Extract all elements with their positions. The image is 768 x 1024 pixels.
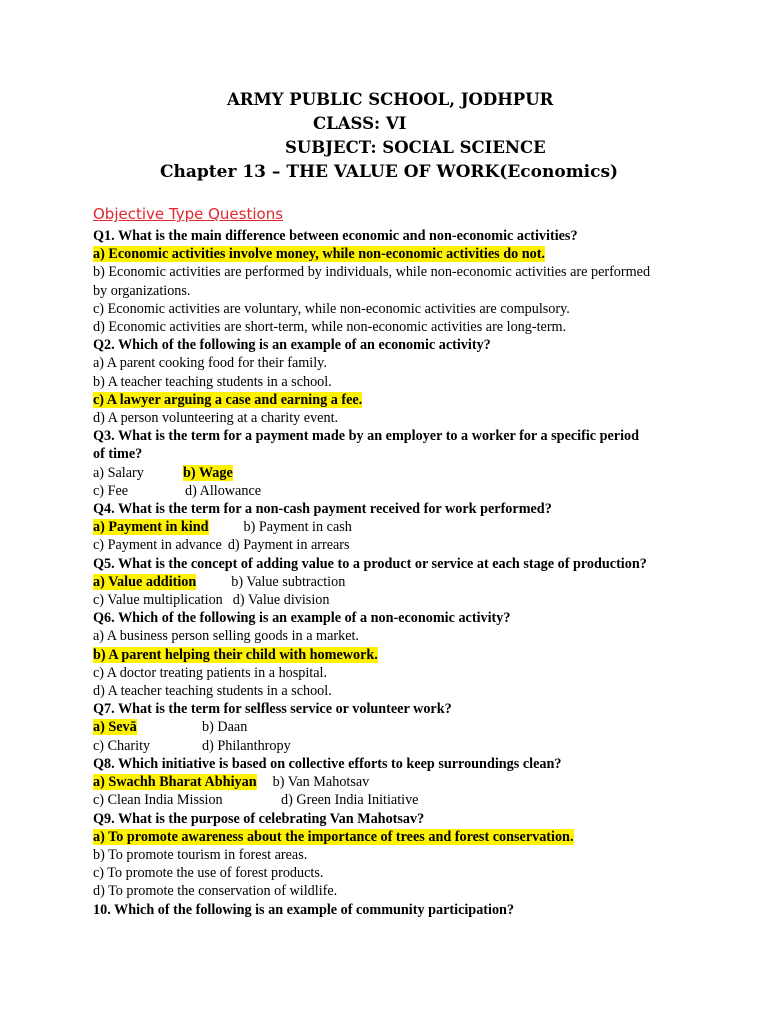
q3-option-a: a) Salary xyxy=(93,464,144,481)
document-header xyxy=(0,88,768,184)
question-list xyxy=(93,203,653,919)
q5-option-a-answer: a) Value addition xyxy=(93,573,197,590)
q1-option-a-answer: a) Economic activities involve money, while non-economic activities do not. xyxy=(93,246,545,263)
q2-option-b: b) A teacher teaching students in a school. xyxy=(93,373,332,390)
q9-option-a-answer: a) To promote awareness about the importance of trees and forest conservation. xyxy=(93,828,574,845)
q9-option-c: c) To promote the use of forest products. xyxy=(93,865,324,882)
question-8: Q8. Which initiative is based on collective efforts to keep surroundings clean? xyxy=(93,755,562,772)
q7-option-d: d) Philanthropy xyxy=(202,737,291,754)
question-3: Q3. What is the term for a payment made by an employer to a worker for a specific period of time? xyxy=(93,428,640,463)
question-9: Q9. What is the purpose of celebrating Van Mahotsav? xyxy=(93,810,425,827)
q2-option-c-answer: c) A lawyer arguing a case and earning a fee. xyxy=(93,391,363,408)
q8-option-a-answer: a) Swachh Bharat Abhiyan xyxy=(93,774,257,791)
q6-option-c: c) A doctor treating patients in a hospital. xyxy=(93,664,328,681)
q1-option-d: d) Economic activities are short-term, while non-economic activities are long-term. xyxy=(93,319,567,336)
chapter-title: Chapter 13 – THE VALUE OF WORK(Economics) xyxy=(160,162,619,182)
q2-option-d: d) A person volunteering at a charity event. xyxy=(93,410,339,427)
question-10: 10. Which of the following is an example of community participation? xyxy=(93,901,515,918)
school-name: ARMY PUBLIC SCHOOL, JODHPUR xyxy=(227,90,554,109)
question-2: Q2. Which of the following is an example of an economic activity? xyxy=(93,337,491,354)
q7-option-c: c) Charity xyxy=(93,737,151,754)
section-title: Objective Type Questions xyxy=(93,205,284,223)
q7-option-b: b) Daan xyxy=(202,719,248,736)
q8-option-b: b) Van Mahotsav xyxy=(272,774,370,791)
q9-option-d: d) To promote the conservation of wildlife. xyxy=(93,883,338,900)
q8-option-c: c) Clean India Mission xyxy=(93,792,223,809)
question-7: Q7. What is the term for selfless service or volunteer work? xyxy=(93,701,452,718)
q4-option-c: c) Payment in advance xyxy=(93,537,222,554)
question-5: Q5. What is the concept of adding value to a product or service at each stage of production? xyxy=(93,555,647,572)
q5-option-d: d) Value division xyxy=(232,592,330,609)
q8-option-d: d) Green India Initiative xyxy=(281,792,419,809)
class-label: CLASS: VI xyxy=(313,114,407,133)
q1-option-b: b) Economic activities are performed by individuals, while non-economic activities are performed by organizations. xyxy=(93,264,651,299)
question-4: Q4. What is the term for a non-cash payment received for work performed? xyxy=(93,501,552,518)
q5-option-c: c) Value multiplication xyxy=(93,592,223,609)
q4-option-a-answer: a) Payment in kind xyxy=(93,519,209,536)
subject-label: SUBJECT: SOCIAL SCIENCE xyxy=(285,138,546,157)
q5-option-b: b) Value subtraction xyxy=(231,573,346,590)
q1-option-c: c) Economic activities are voluntary, while non-economic activities are compulsory. xyxy=(93,300,570,317)
question-1: Q1. What is the main difference between economic and non-economic activities? xyxy=(93,228,578,244)
q3-option-d: d) Allowance xyxy=(185,482,262,499)
q6-option-b-answer: b) A parent helping their child with homework. xyxy=(93,646,378,663)
q6-option-a: a) A business person selling goods in a market. xyxy=(93,628,359,645)
q9-option-b: b) To promote tourism in forest areas. xyxy=(93,846,308,863)
q6-option-d: d) A teacher teaching students in a school. xyxy=(93,683,332,700)
q3-option-b-answer: b) Wage xyxy=(183,464,233,481)
q4-option-b: b) Payment in cash xyxy=(243,519,352,536)
q3-option-c: c) Fee xyxy=(93,482,129,499)
q2-option-a: a) A parent cooking food for their family. xyxy=(93,355,327,372)
q7-option-a-answer: a) Sevā xyxy=(93,719,137,736)
q4-option-d: d) Payment in arrears xyxy=(227,537,350,554)
question-6: Q6. Which of the following is an example of a non-economic activity? xyxy=(93,610,511,627)
